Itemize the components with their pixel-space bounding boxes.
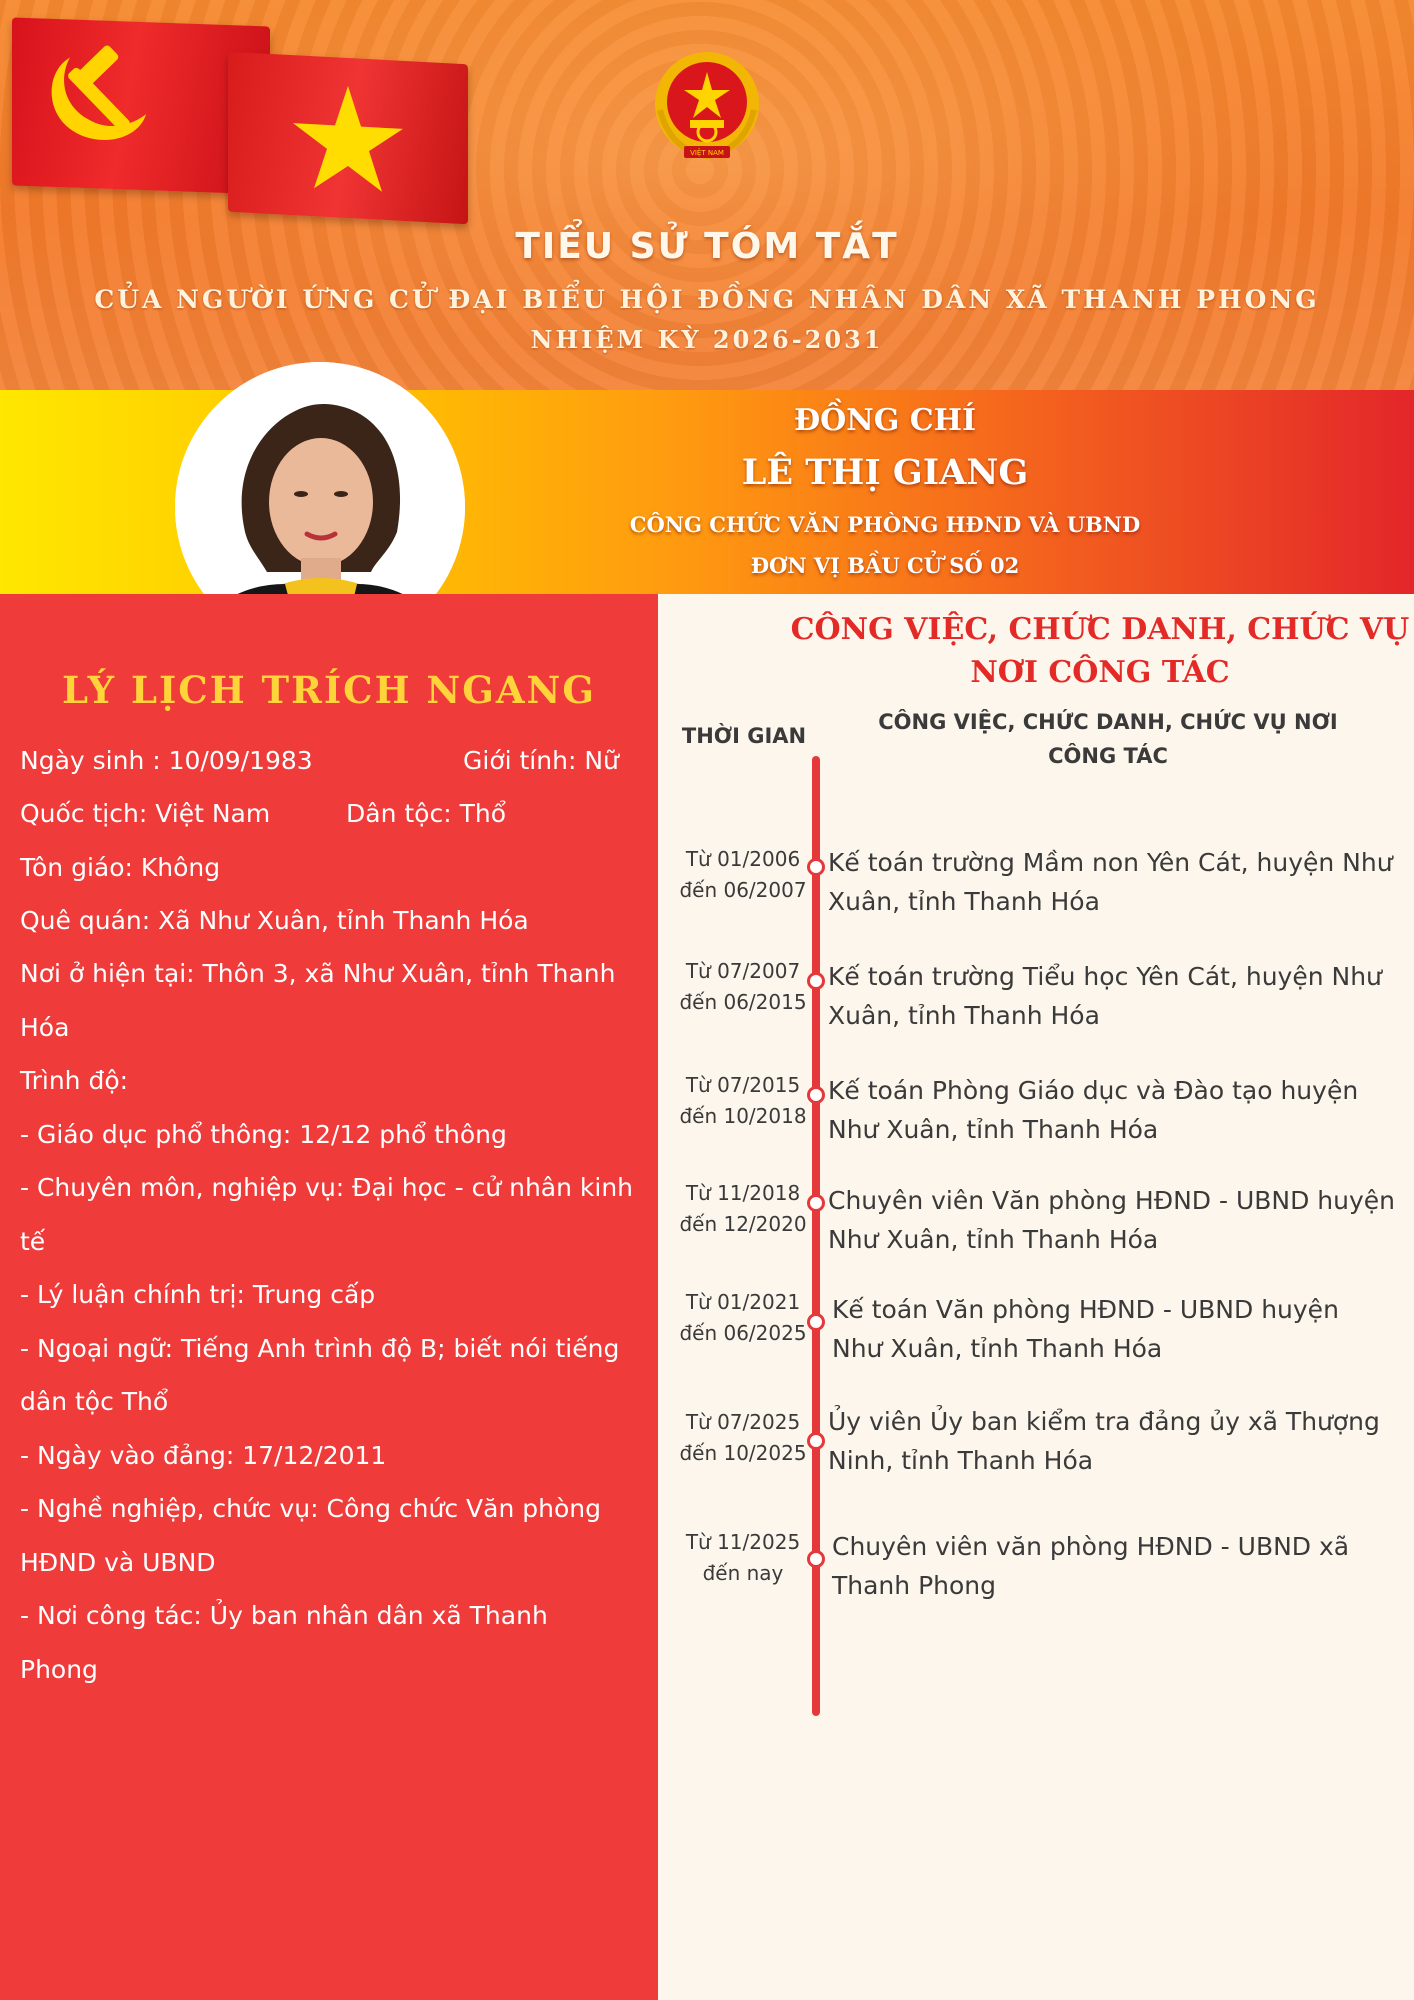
timeline-date-from: Từ 07/2015 xyxy=(685,1073,801,1097)
timeline-job-line: Thanh Phong xyxy=(832,1571,997,1600)
bio-political-theory: - Lý luận chính trị: Trung cấp xyxy=(20,1280,376,1309)
timeline-date-to: đến 06/2007 xyxy=(679,878,807,902)
column-header-job-line1: CÔNG VIỆC, CHỨC DANH, CHỨC VỤ NƠI xyxy=(878,710,1338,734)
bio-residence-line2: Hóa xyxy=(20,1013,70,1042)
candidate-position: CÔNG CHỨC VĂN PHÒNG HĐND VÀ UBND xyxy=(629,512,1141,537)
timeline-job xyxy=(828,1181,1400,1259)
timeline-job-line: Xuân, tỉnh Thanh Hóa xyxy=(828,1001,1100,1030)
column-header-job xyxy=(858,705,1358,773)
page-subtitle: CỦA NGƯỜI ỨNG CỬ ĐẠI BIỂU HỘI ĐỒNG NHÂN DÂN XÃ THANH PHONG xyxy=(94,285,1320,314)
bio-title: LÝ LỊCH TRÍCH NGANG xyxy=(62,668,596,712)
timeline-job-line: Ủy viên Ủy ban kiểm tra đảng ủy xã Thượng xyxy=(828,1407,1380,1436)
bio-gender: Giới tính: Nữ xyxy=(463,746,619,775)
timeline-date-from: Từ 07/2025 xyxy=(685,1410,801,1434)
electoral-unit: ĐƠN VỊ BẦU CỬ SỐ 02 xyxy=(750,553,1020,578)
emblem-ribbon-text: VIỆT NAM xyxy=(690,149,724,157)
bio-workplace-line1: - Nơi công tác: Ủy ban nhân dân xã Thanh xyxy=(20,1601,548,1630)
bio-nationality: Quốc tịch: Việt Nam xyxy=(20,799,271,828)
column-header-time: THỜI GIAN xyxy=(681,724,807,748)
timeline-job xyxy=(828,1402,1400,1480)
timeline-job xyxy=(828,1071,1400,1149)
bio-occupation-line2: HĐND và UBND xyxy=(20,1548,216,1577)
bio-ethnicity: Dân tộc: Thổ xyxy=(346,799,506,828)
national-emblem-icon xyxy=(650,50,764,164)
term-label: NHIỆM KỲ 2026-2031 xyxy=(530,325,884,354)
bio-general-education: - Giáo dục phổ thông: 12/12 phổ thông xyxy=(20,1120,507,1149)
bio-occupation-line1: - Nghề nghiệp, chức vụ: Công chức Văn phòng xyxy=(20,1494,601,1523)
bio-foreign-language-line1: - Ngoại ngữ: Tiếng Anh trình độ B; biết nói tiếng xyxy=(20,1334,620,1363)
timeline-dot xyxy=(807,972,825,990)
timeline-job-line: Như Xuân, tỉnh Thanh Hóa xyxy=(828,1225,1159,1254)
bio-professional-line1: - Chuyên môn, nghiệp vụ: Đại học - cử nhân kinh xyxy=(20,1173,634,1202)
timeline-dot xyxy=(807,1086,825,1104)
timeline-date-to: đến 06/2025 xyxy=(679,1321,807,1345)
timeline-job-line: Kế toán Phòng Giáo dục và Đào tạo huyện xyxy=(828,1076,1359,1105)
timeline-date-to: đến 12/2020 xyxy=(679,1212,807,1236)
candidate-honorific: ĐỒNG CHÍ xyxy=(793,403,977,438)
page-title: TIỂU SỬ TÓM TẮT xyxy=(515,226,899,267)
timeline-date-from: Từ 07/2007 xyxy=(685,959,801,983)
bio-professional-line2: tế xyxy=(20,1227,46,1256)
bio-education-label: Trình độ: xyxy=(20,1066,129,1095)
timeline-date-to: đến 10/2025 xyxy=(679,1441,807,1465)
timeline-dot xyxy=(807,1313,825,1331)
timeline-job-line: Ninh, tỉnh Thanh Hóa xyxy=(828,1446,1094,1475)
timeline-date-to: đến 10/2018 xyxy=(679,1104,807,1128)
timeline-job-line: Như Xuân, tỉnh Thanh Hóa xyxy=(832,1334,1163,1363)
timeline-job-line: Xuân, tỉnh Thanh Hóa xyxy=(828,887,1100,916)
bio-party-join-date: - Ngày vào đảng: 17/12/2011 xyxy=(20,1441,387,1470)
bio-hometown: Quê quán: Xã Như Xuân, tỉnh Thanh Hóa xyxy=(20,906,529,935)
national-flag-icon xyxy=(228,52,468,225)
column-header-job-line2: CÔNG TÁC xyxy=(1048,744,1168,768)
header-banner xyxy=(0,0,1414,390)
bio-foreign-language-line2: dân tộc Thổ xyxy=(20,1387,169,1416)
timeline-job-line: Kế toán trường Mầm non Yên Cát, huyện Như xyxy=(828,848,1393,877)
career-title-line2: NƠI CÔNG TÁC xyxy=(970,655,1230,690)
timeline-date-to: đến 06/2015 xyxy=(679,990,807,1014)
candidate-name: LÊ THỊ GIANG xyxy=(741,452,1029,493)
timeline-date-from: Từ 11/2025 xyxy=(685,1530,801,1554)
timeline-job-line: Kế toán Văn phòng HĐND - UBND huyện xyxy=(832,1295,1339,1324)
timeline-date-from: Từ 01/2021 xyxy=(685,1290,801,1314)
timeline-job xyxy=(828,843,1400,921)
timeline-job xyxy=(832,1290,1404,1368)
timeline-dot xyxy=(807,1432,825,1450)
timeline-job xyxy=(832,1527,1404,1605)
timeline-dot xyxy=(807,858,825,876)
timeline-dot xyxy=(807,1550,825,1568)
timeline-job-line: Như Xuân, tỉnh Thanh Hóa xyxy=(828,1115,1159,1144)
timeline-date-from: Từ 11/2018 xyxy=(685,1181,801,1205)
bio-religion: Tôn giáo: Không xyxy=(20,853,221,882)
career-title-line1: CÔNG VIỆC, CHỨC DANH, CHỨC VỤ xyxy=(790,612,1410,647)
timeline-job-line: Chuyên viên văn phòng HĐND - UBND xã xyxy=(832,1532,1350,1561)
timeline-date-from: Từ 01/2006 xyxy=(685,847,801,871)
timeline-dot xyxy=(807,1194,825,1212)
timeline-job-line: Kế toán trường Tiểu học Yên Cát, huyện Như xyxy=(828,962,1382,991)
bio-workplace-line2: Phong xyxy=(20,1655,98,1684)
timeline-job-line: Chuyên viên Văn phòng HĐND - UBND huyện xyxy=(828,1186,1396,1215)
timeline-date-to: đến nay xyxy=(702,1561,784,1585)
bio-residence-line1: Nơi ở hiện tại: Thôn 3, xã Như Xuân, tỉnh Thanh xyxy=(20,959,616,988)
bio-birth-date: Ngày sinh : 10/09/1983 xyxy=(20,746,313,775)
timeline-job xyxy=(828,957,1400,1035)
